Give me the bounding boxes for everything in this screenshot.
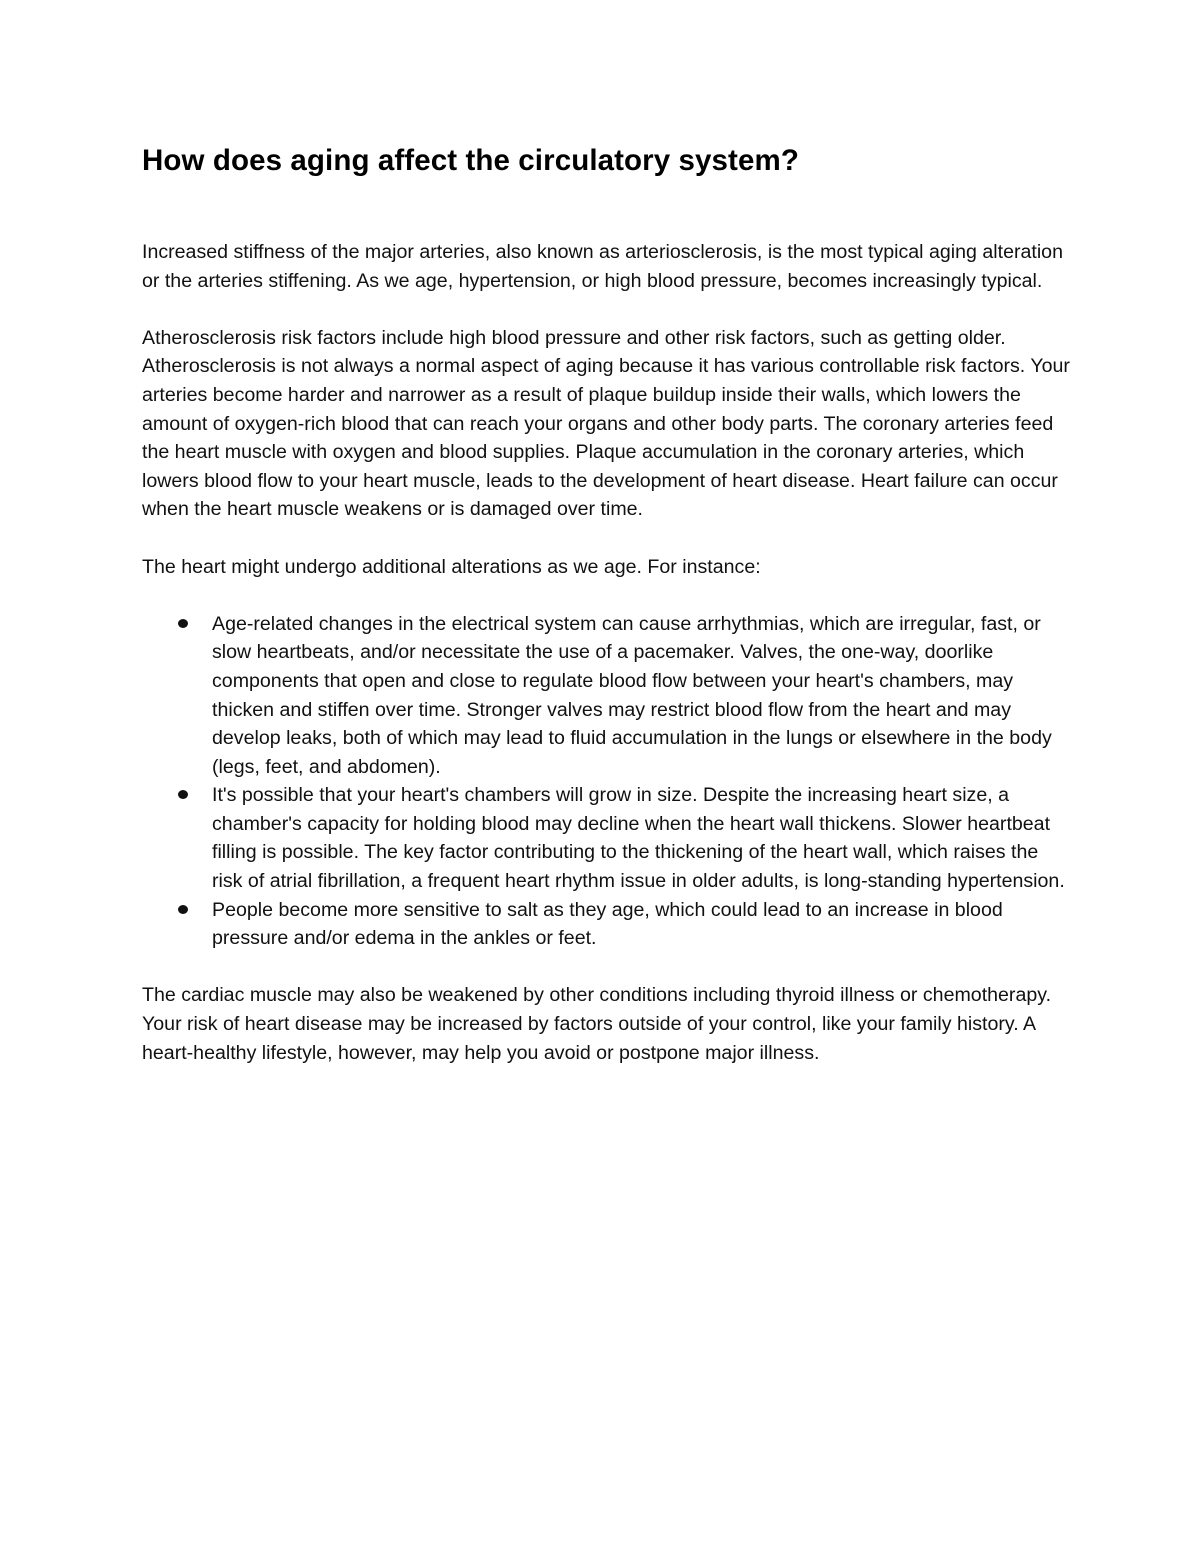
document-page [142, 140, 1072, 1067]
list-item [142, 781, 1072, 895]
bullet-icon [178, 905, 188, 914]
list-item [142, 610, 1072, 782]
list-item-text: Age-related changes in the electrical system can cause arrhythmias, which are irregular, fast, or slow heartbeats, and/or necessitate the use of a pacemaker. Valves, the one-way, doorlike components that open and close to regulate blood flow between your heart's chambers, may thicken and stiffen over time. Stronger valves may restrict blood flow from the heart and may develop leaks, both of which may lead to fluid accumulation in the lungs or elsewhere in the body (legs, feet, and abdomen). [212, 612, 1052, 778]
bullet-icon [178, 619, 188, 628]
bullet-list [142, 610, 1072, 953]
paragraph-atherosclerosis: Atherosclerosis risk factors include high blood pressure and other risk factors, such as getting older. Atherosclerosis is not always a normal aspect of aging because it has various controllable risk factors. Your arteries become harder and narrower as a result of plaque buildup inside their walls, which lowers the amount of oxygen-rich blood that can reach your organs and other body parts. The coronary arteries feed the heart muscle with oxygen and blood supplies. Plaque accumulation in the coronary arteries, which lowers blood flow to your heart muscle, leads to the development of heart disease. Heart failure can occur when the heart muscle weakens or is damaged over time. [142, 326, 1070, 521]
bullet-icon [178, 790, 188, 799]
list-item [142, 896, 1072, 953]
paragraph-heart-alterations-intro: The heart might undergo additional alterations as we age. For instance: [142, 555, 761, 578]
list-item-text: It's possible that your heart's chambers will grow in size. Despite the increasing heart size, a chamber's capacity for holding blood may decline when the heart wall thickens. Slower heartbeat filling is possible. The key factor contributing to the thickening of the heart wall, which raises the risk of atrial fibrillation, a frequent heart rhythm issue in older adults, is long-standing hypertension. [212, 784, 1065, 893]
list-item-text: People become more sensitive to salt as they age, which could lead to an increase in blood pressure and/or edema in the ankles or feet. [212, 898, 1003, 950]
document-title: How does aging affect the circulatory system? [142, 144, 799, 177]
paragraph-arteriosclerosis: Increased stiffness of the major arteries, also known as arteriosclerosis, is the most typical aging alteration or the arteries stiffening. As we age, hypertension, or high blood pressure, becomes increasingly typical. [142, 241, 1063, 292]
paragraph-closing: The cardiac muscle may also be weakened by other conditions including thyroid illness or chemotherapy. Your risk of heart disease may be increased by factors outside of your control, like your family history. A heart-healthy lifestyle, however, may help you avoid or postpone major illness. [142, 984, 1052, 1064]
